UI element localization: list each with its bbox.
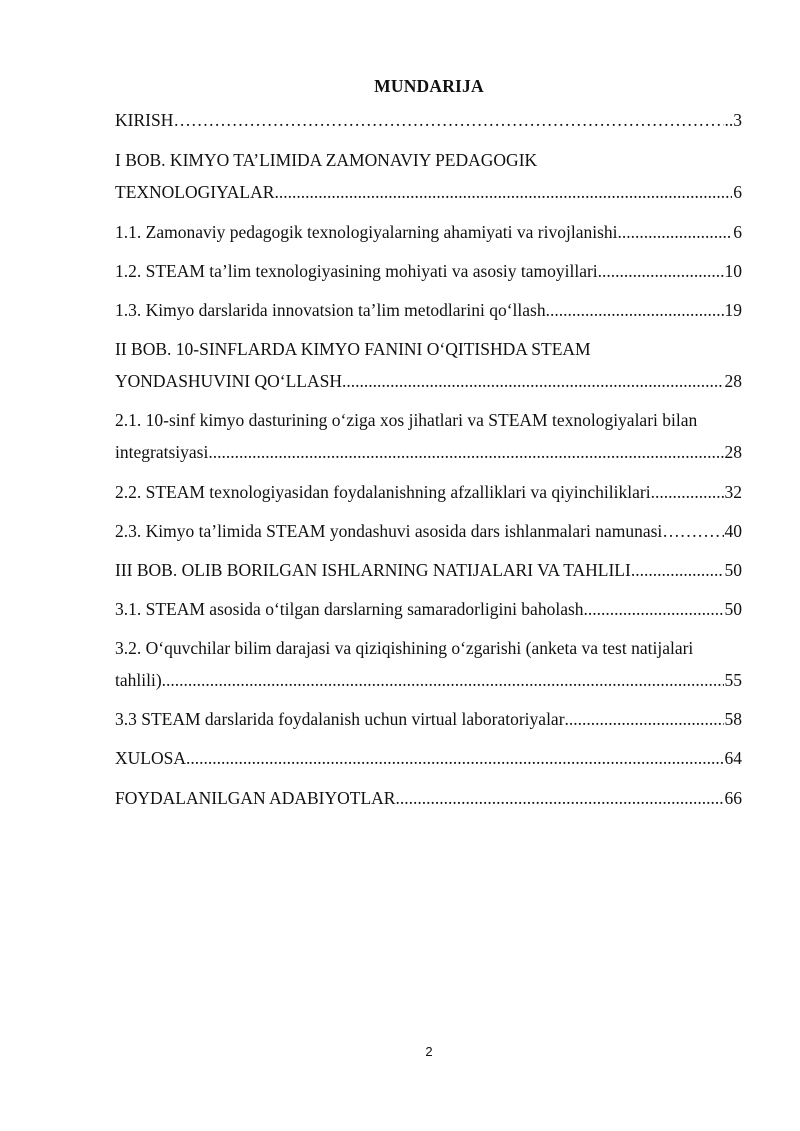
toc-entry[interactable] xyxy=(115,703,742,735)
toc-entry-page: 6 xyxy=(733,182,742,202)
dot-leader xyxy=(631,554,724,586)
toc-entry[interactable] xyxy=(115,476,742,508)
toc-entry-page: 50 xyxy=(724,560,742,580)
toc-entry-label: 1.1. Zamonaviy pedagogik texnologiyalarning ahamiyati va rivojlanishi xyxy=(115,222,618,242)
dot-leader xyxy=(274,176,732,208)
toc-entry-heading: 2.1. 10-sinf kimyo dasturining o‘ziga xos jihatlari va STEAM texnologiyalari bilan xyxy=(115,410,698,430)
toc-entry-label: YONDASHUVINI QO‘LLASH xyxy=(115,371,342,391)
dot-leader xyxy=(618,216,733,248)
toc-entry-page: 64 xyxy=(724,748,742,768)
dot-leader xyxy=(162,664,724,696)
toc-entry-label: 3.3 STEAM darslarida foydalanish uchun virtual laboratoriyalar xyxy=(115,709,565,729)
toc-entry-label: III BOB. OLIB BORILGAN ISHLARNING NATIJALARI VA TAHLILI xyxy=(115,560,631,580)
toc-entry[interactable] xyxy=(115,593,742,625)
toc-entry-label: FOYDALANILGAN ADABIYOTLAR xyxy=(115,788,396,808)
toc-entry-heading: I BOB. KIMYO TA’LIMIDA ZAMONAVIY PEDAGOGIK xyxy=(115,150,538,170)
toc-entry-label: tahlili) xyxy=(115,670,162,690)
toc-entry-label: integratsiyasi xyxy=(115,442,209,462)
toc-entry-page: 3 xyxy=(733,110,742,130)
toc-entry-heading: II BOB. 10-SINFLARDA KIMYO FANINI O‘QITISHDA STEAM xyxy=(115,339,591,359)
toc-entry-label: 3.1. STEAM asosida o‘tilgan darslarning samaradorligini baholash xyxy=(115,599,584,619)
toc-entry-label: XULOSA xyxy=(115,748,186,768)
toc-entry-label: 1.3. Kimyo darslarida innovatsion ta’lim metodlarini qo‘llash xyxy=(115,300,546,320)
dot-leader xyxy=(651,476,724,508)
dot-leader xyxy=(565,703,724,735)
dot-leader xyxy=(173,104,723,136)
toc-dot-suffix: .. xyxy=(724,110,734,130)
toc-entry-page: 6 xyxy=(733,222,742,242)
toc-entry-page: 58 xyxy=(724,709,742,729)
dot-leader xyxy=(584,593,724,625)
page-title: MUNDARIJA xyxy=(374,76,484,96)
dot-leader xyxy=(186,742,724,774)
toc-entry[interactable] xyxy=(115,294,742,326)
dot-leader xyxy=(342,365,724,397)
page-number: 2 xyxy=(425,1044,433,1059)
toc-entry-page: 40 xyxy=(724,521,742,541)
toc-entry[interactable] xyxy=(115,515,742,547)
toc-entry-page: 55 xyxy=(724,670,742,690)
toc-entry[interactable] xyxy=(115,554,742,586)
toc-entry-page: 28 xyxy=(724,442,742,462)
toc-entry[interactable] xyxy=(115,216,742,248)
toc-entry-label: 1.2. STEAM ta’lim texnologiyasining mohiyati va asosiy tamoyillari xyxy=(115,261,598,281)
toc-entry-label: 2.2. STEAM texnologiyasidan foydalanishning afzalliklari va qiyinchiliklari xyxy=(115,482,651,502)
toc-entry-page: 28 xyxy=(724,371,742,391)
toc-entry-page: 19 xyxy=(724,300,742,320)
toc-entry[interactable] xyxy=(115,104,742,136)
dot-leader xyxy=(546,294,724,326)
toc-entry[interactable] xyxy=(115,144,742,208)
toc-entry[interactable] xyxy=(115,255,742,287)
dot-leader xyxy=(208,436,723,468)
toc-entry-label: KIRISH xyxy=(115,110,174,130)
toc-entry-label: 2.3. Kimyo ta’limida STEAM yondashuvi asosida dars ishlanmalari namunasi xyxy=(115,521,663,541)
toc-entry-label: TEXNOLOGIYALAR xyxy=(115,182,275,202)
toc-entry[interactable] xyxy=(115,333,742,397)
toc-entry[interactable] xyxy=(115,404,742,468)
toc-entry[interactable] xyxy=(115,742,742,774)
toc-entry[interactable] xyxy=(115,632,742,696)
dot-leader xyxy=(395,782,723,814)
dot-leader xyxy=(662,515,723,547)
toc-entry-page: 50 xyxy=(724,599,742,619)
toc-entry-page: 10 xyxy=(724,261,742,281)
dot-leader xyxy=(598,255,724,287)
toc-entry-page: 32 xyxy=(724,482,742,502)
toc-entry-page: 66 xyxy=(724,788,742,808)
toc-entry[interactable] xyxy=(115,782,742,814)
toc-entry-heading: 3.2. O‘quvchilar bilim darajasi va qiziqishining o‘zgarishi (anketa va test natijalari xyxy=(115,638,694,658)
